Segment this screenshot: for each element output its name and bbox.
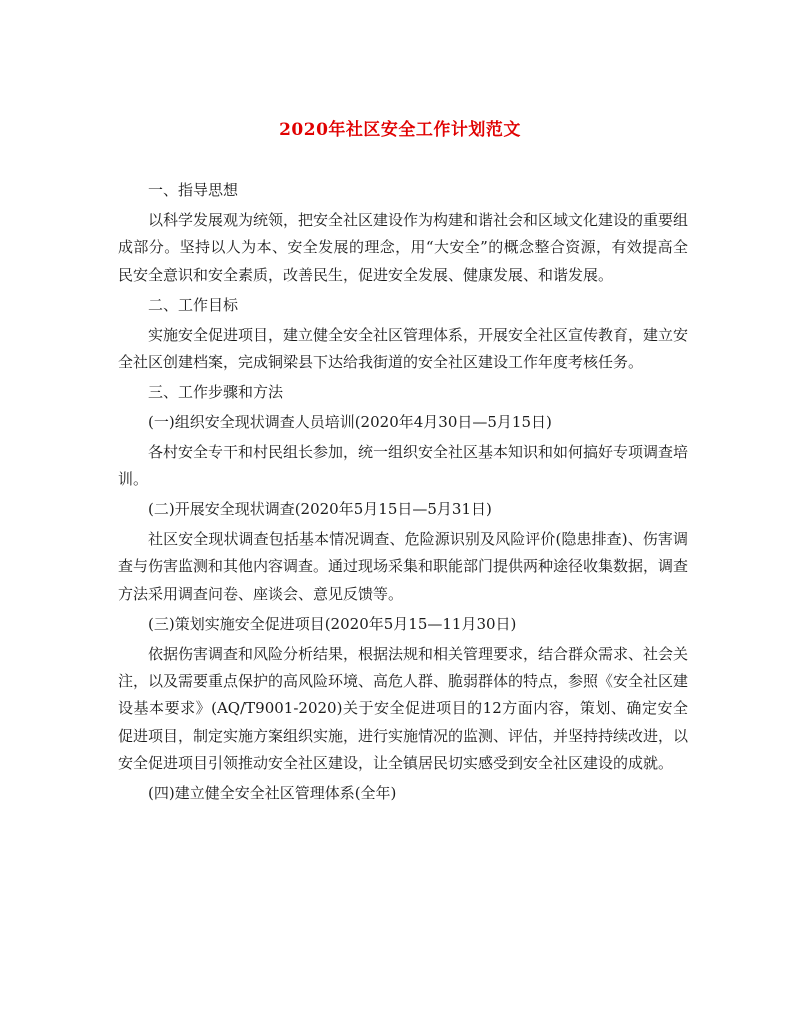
subheading-management-system: (四)建立健全安全社区管理体系(全年) (148, 783, 397, 802)
subheading-promotion-projects: (三)策划实施安全促进项目(2020年5月15—11月30日) (148, 614, 517, 633)
paragraph-promotion-projects: 依据伤害调查和风险分析结果，根据法规和相关管理要求，结合群众需求、社会关注，以及需要重点保护的高风险环境、高危人群、脆弱群体的特点，参照《安全社区建设基本要求》(AQ/T9001-2020)关于安全促进项目的12方面内容，策划、确定安全促进项目，制定实施方案组织实施，进行实施情况的监测、评估，并坚持持续改进，以安全促进项目引领推动安全社区建设，让全镇居民切实感受到安全社区建设的成就。 (118, 644, 689, 772)
document-body (118, 177, 688, 810)
document-title: 2020年社区安全工作计划范文 (279, 120, 521, 140)
paragraph-guiding-ideology: 以科学发展观为统领，把安全社区建设作为构建和谐社会和区域文化建设的重要组成部分。坚持以人为本、安全发展的理念，用“大安全”的概念整合资源，有效提高全民安全意识和安全素质，改善民生，促进安全发展、健康发展、和谐发展。 (118, 210, 689, 284)
section-heading-guiding-ideology: 一、指导思想 (148, 181, 239, 199)
section-heading-steps-methods: 三、工作步骤和方法 (148, 382, 284, 401)
subheading-training: (一)组织安全现状调查人员培训(2020年4月30日—5月15日) (148, 412, 552, 431)
paragraph-training: 各村安全专干和村民组长参加，统一组织安全社区基本知识和如何搞好专项调查培训。 (118, 442, 689, 489)
paragraph-work-goals: 实施安全促进项目，建立健全安全社区管理体系，开展安全社区宣传教育，建立安全社区创建档案，完成铜梁县下达给我街道的安全社区建设工作年度考核任务。 (118, 325, 689, 371)
section-heading-work-goals: 二、工作目标 (148, 295, 239, 314)
paragraph-survey: 社区安全现状调查包括基本情况调查、危险源识别及风险评价(隐患排查)、伤害调查与伤害监测和其他内容调查。通过现场采集和职能部门提供两种途径收集数据，调查方法采用调查问卷、座谈会、意见反馈等。 (118, 530, 689, 603)
subheading-survey: (二)开展安全现状调查(2020年5月15日—5月31日) (148, 500, 492, 519)
